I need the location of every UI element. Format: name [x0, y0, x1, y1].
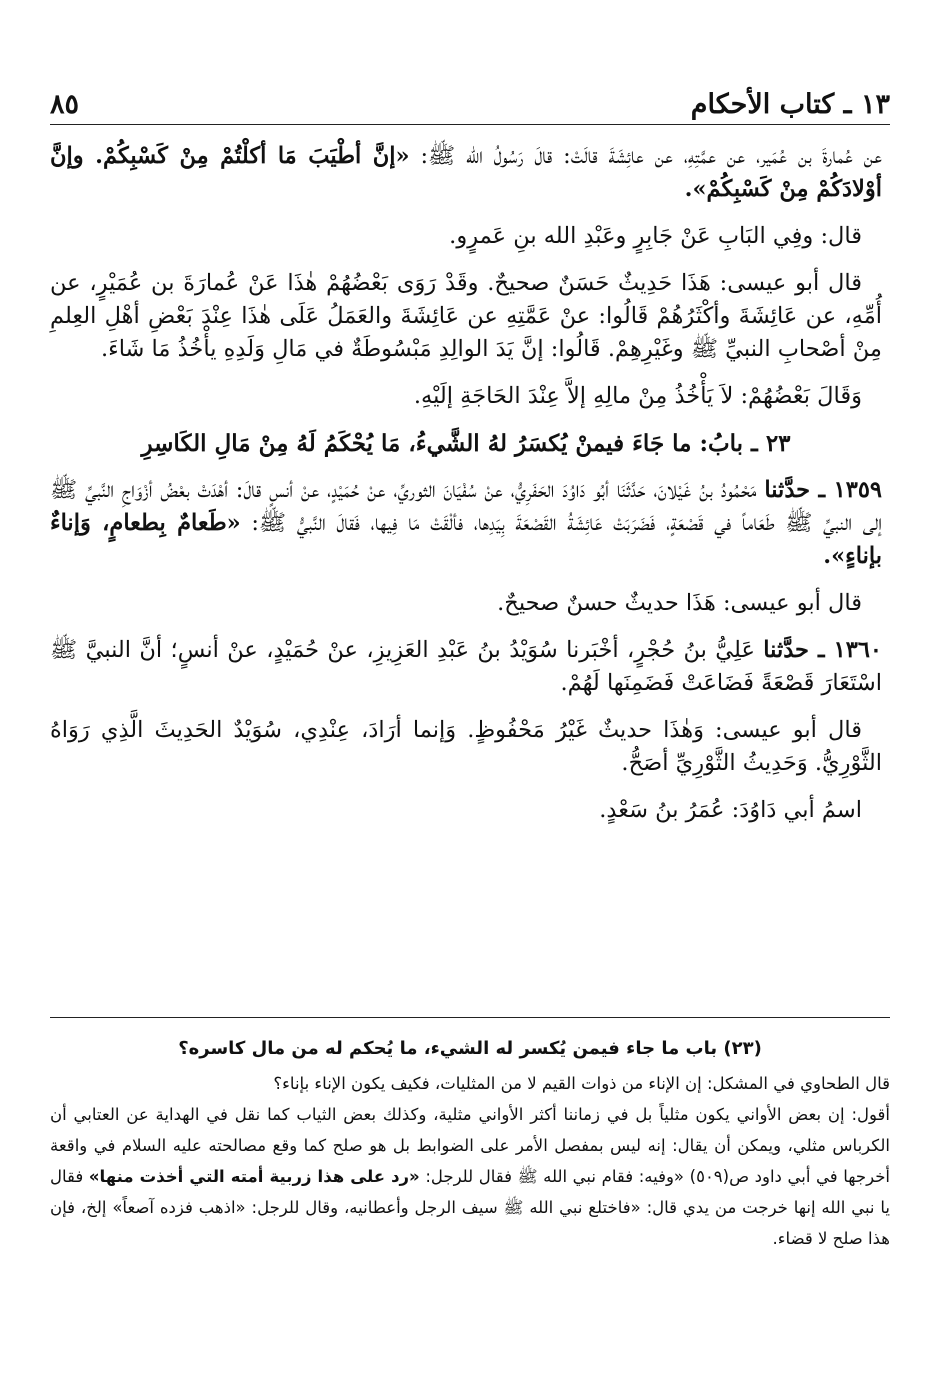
hadith-number: ١٣٥٩ — [833, 477, 882, 503]
paragraph-text: عن عُمارةَ بن عُمَير، عن عمَّتِهِ، عن عائِشَةَ قالَتْ: قالَ رَسُولُ الله ﷺ: — [409, 143, 883, 169]
commentary-text: أقول: إن بعض الأواني يكون مثلياً بل في زماننا أكثر الأواني مثلية، وكذلك بعض الثياب كما نقل في الهداية عن العتابي أن الكرباس مثلي، ويمكن أن يقال: إنه ليس بمفصل الأمر على الضوابط بل هو صلح كما وقع مصالحته عليه السلام في واقعة أخرجها في أبي داود ص(٥٠٩) «وفيه: فقام نبي الله ﷺ فقال للرجل: — [50, 1105, 891, 1186]
chapter-heading: ٢٣ ـ بابُ: ما جَاءَ فيمنْ يُكسَرُ لهُ الشَّيءُ، مَا يُحْكَمُ لَهُ مِنْ مَالِ الكَاسِرِ — [141, 430, 791, 457]
paragraph: قال أبو عيسى: هَذَا حديثٌ حسنٌ صحيحٌ. — [497, 590, 862, 616]
commentary — [50, 1033, 890, 1254]
hadith-quote: «إنَّ أطْيَبَ مَا أكلْتُمْ مِنْ كَسْبِكُمْ. وإنَّ أوْلادَكُمْ مِنْ كَسْبِكُمْ». — [50, 143, 882, 202]
running-title: ١٣ ـ كتاب الأحكام — [690, 89, 890, 120]
paragraph: وَقَالَ بَعْضُهُمْ: لاَ يَأْخُذُ مِنْ مالِهِ إلاَّ عِنْدَ الحَاجَةِ إلَيْهِ. — [413, 383, 862, 409]
header-rule — [50, 124, 890, 125]
hadith-opening: ـ حدَّثنا — [764, 477, 834, 503]
page-number: ٨٥ — [50, 89, 80, 120]
commentary-text: فقال يا نبي الله إنها خرجت من يدي قال: «فاختلع نبي الله ﷺ سيف الرجل وأعطانيه، وقال للرجل: «اذهب فزده آصعاً» إلخ، فإن هذا صلح لا قضاء. — [50, 1167, 890, 1248]
hadith-1360 — [50, 634, 882, 700]
page-header — [50, 72, 890, 120]
paragraph: اسمُ أبي دَاوُدَ: عُمَرُ بنُ سَعْدٍ. — [599, 797, 862, 823]
paragraph — [50, 140, 882, 206]
paragraph: قال أبو عيسى: هَذَا حَدِيثٌ حَسَنٌ صحيحٌ. وقَدْ رَوَى بَعْضُهُمْ هٰذَا عَنْ عُمارَةَ بن عُمَيْرٍ، عن أُمِّهِ، عن عَائِشَةَ وأكْثَرُهُمْ قَالُوا: عنْ عَمَّتِهِ عن عَائِشَةَ والعَمَلُ عَلَى هٰذَا عِنْدَ بَعْضِ أهْلِ العِلمِ مِنْ أصْحابِ النبيِّ ﷺ وغَيْرِهِمْ. قَالُوا: إنَّ يَدَ الوالِدِ مَبْسُوطَةٌ في مَالِ وَلَدِهِ يأْخُذُ مَا شَاءَ. — [50, 270, 882, 362]
paragraph: قال أبو عيسى: وَهٰذَا حديثٌ غَيْرُ مَحْفُوظٍ. وَإنما أرَادَ، عِنْدِي، سُوَيْدٌ الحَدِيثَ الَّذِي رَوَاهُ الثَّوْرِيُّ. وَحَدِيثُ الثَّوْرِيِّ أصَحُّ. — [50, 717, 882, 776]
hadith-1359 — [50, 474, 882, 573]
hadith-text: مَحْمُودُ بنُ غَيْلانَ، حَدَّثَنَا أبُو دَاوُدَ الحَفَرِيُّ، عنْ سُفْيَانَ الثوريِّ، عنْ حُمَيْدٍ، عنْ أنسٍ قالَ: أهْدَتْ بعْضُ أزْوَاجِ النَّبيِّ ﷺ إلى النبيِّ ﷺ طَعَاماً في قَصْعَةٍ، فَضَرَبَتْ عَائِشَةُ القَصْعَةَ بِيَدِها، فألْقَتْ مَا فِيها، فَقالَ النَّبيُّ ﷺ: — [50, 477, 882, 536]
paragraph: قال: وفِي البَابِ عَنْ جَابِرٍ وعَبْدِ الله بنِ عَمرٍو. — [449, 223, 862, 249]
commentary-quote: «رد على هذا زربية أمته التي أخذت منها» — [88, 1167, 420, 1186]
commentary-paragraph: قال الطحاوي في المشكل: إن الإناء من ذوات القيم لا من المثليات، فكيف يكون الإناء بإناء؟ — [273, 1074, 890, 1093]
footnote-rule — [50, 1017, 890, 1018]
commentary-paragraph — [50, 1099, 890, 1254]
hadith-text: عَلِيُّ بنُ حُجْرٍ، أخْبَرنا سُوَيْدُ بنُ عَبْدِ العَزِيزِ، عنْ حُمَيْدٍ، عنْ أنسٍ؛ أنَّ النبيَّ ﷺ اسْتَعَارَ قَصْعَةً فَضَاعَتْ فَضَمِنَها لَهُمْ. — [50, 637, 882, 696]
hadith-quote: «طَعامٌ بِطعامٍ، وَإناءٌ بإناءٍ». — [50, 510, 882, 569]
hadith-number: ١٣٦٠ — [833, 637, 882, 663]
main-text — [50, 140, 882, 841]
commentary-heading: (٢٣) باب ما جاء فيمن يُكسر له الشيء، ما يُحكم له من مال كاسره؟ — [178, 1038, 762, 1059]
hadith-opening: ـ حدَّثنا — [763, 637, 834, 663]
